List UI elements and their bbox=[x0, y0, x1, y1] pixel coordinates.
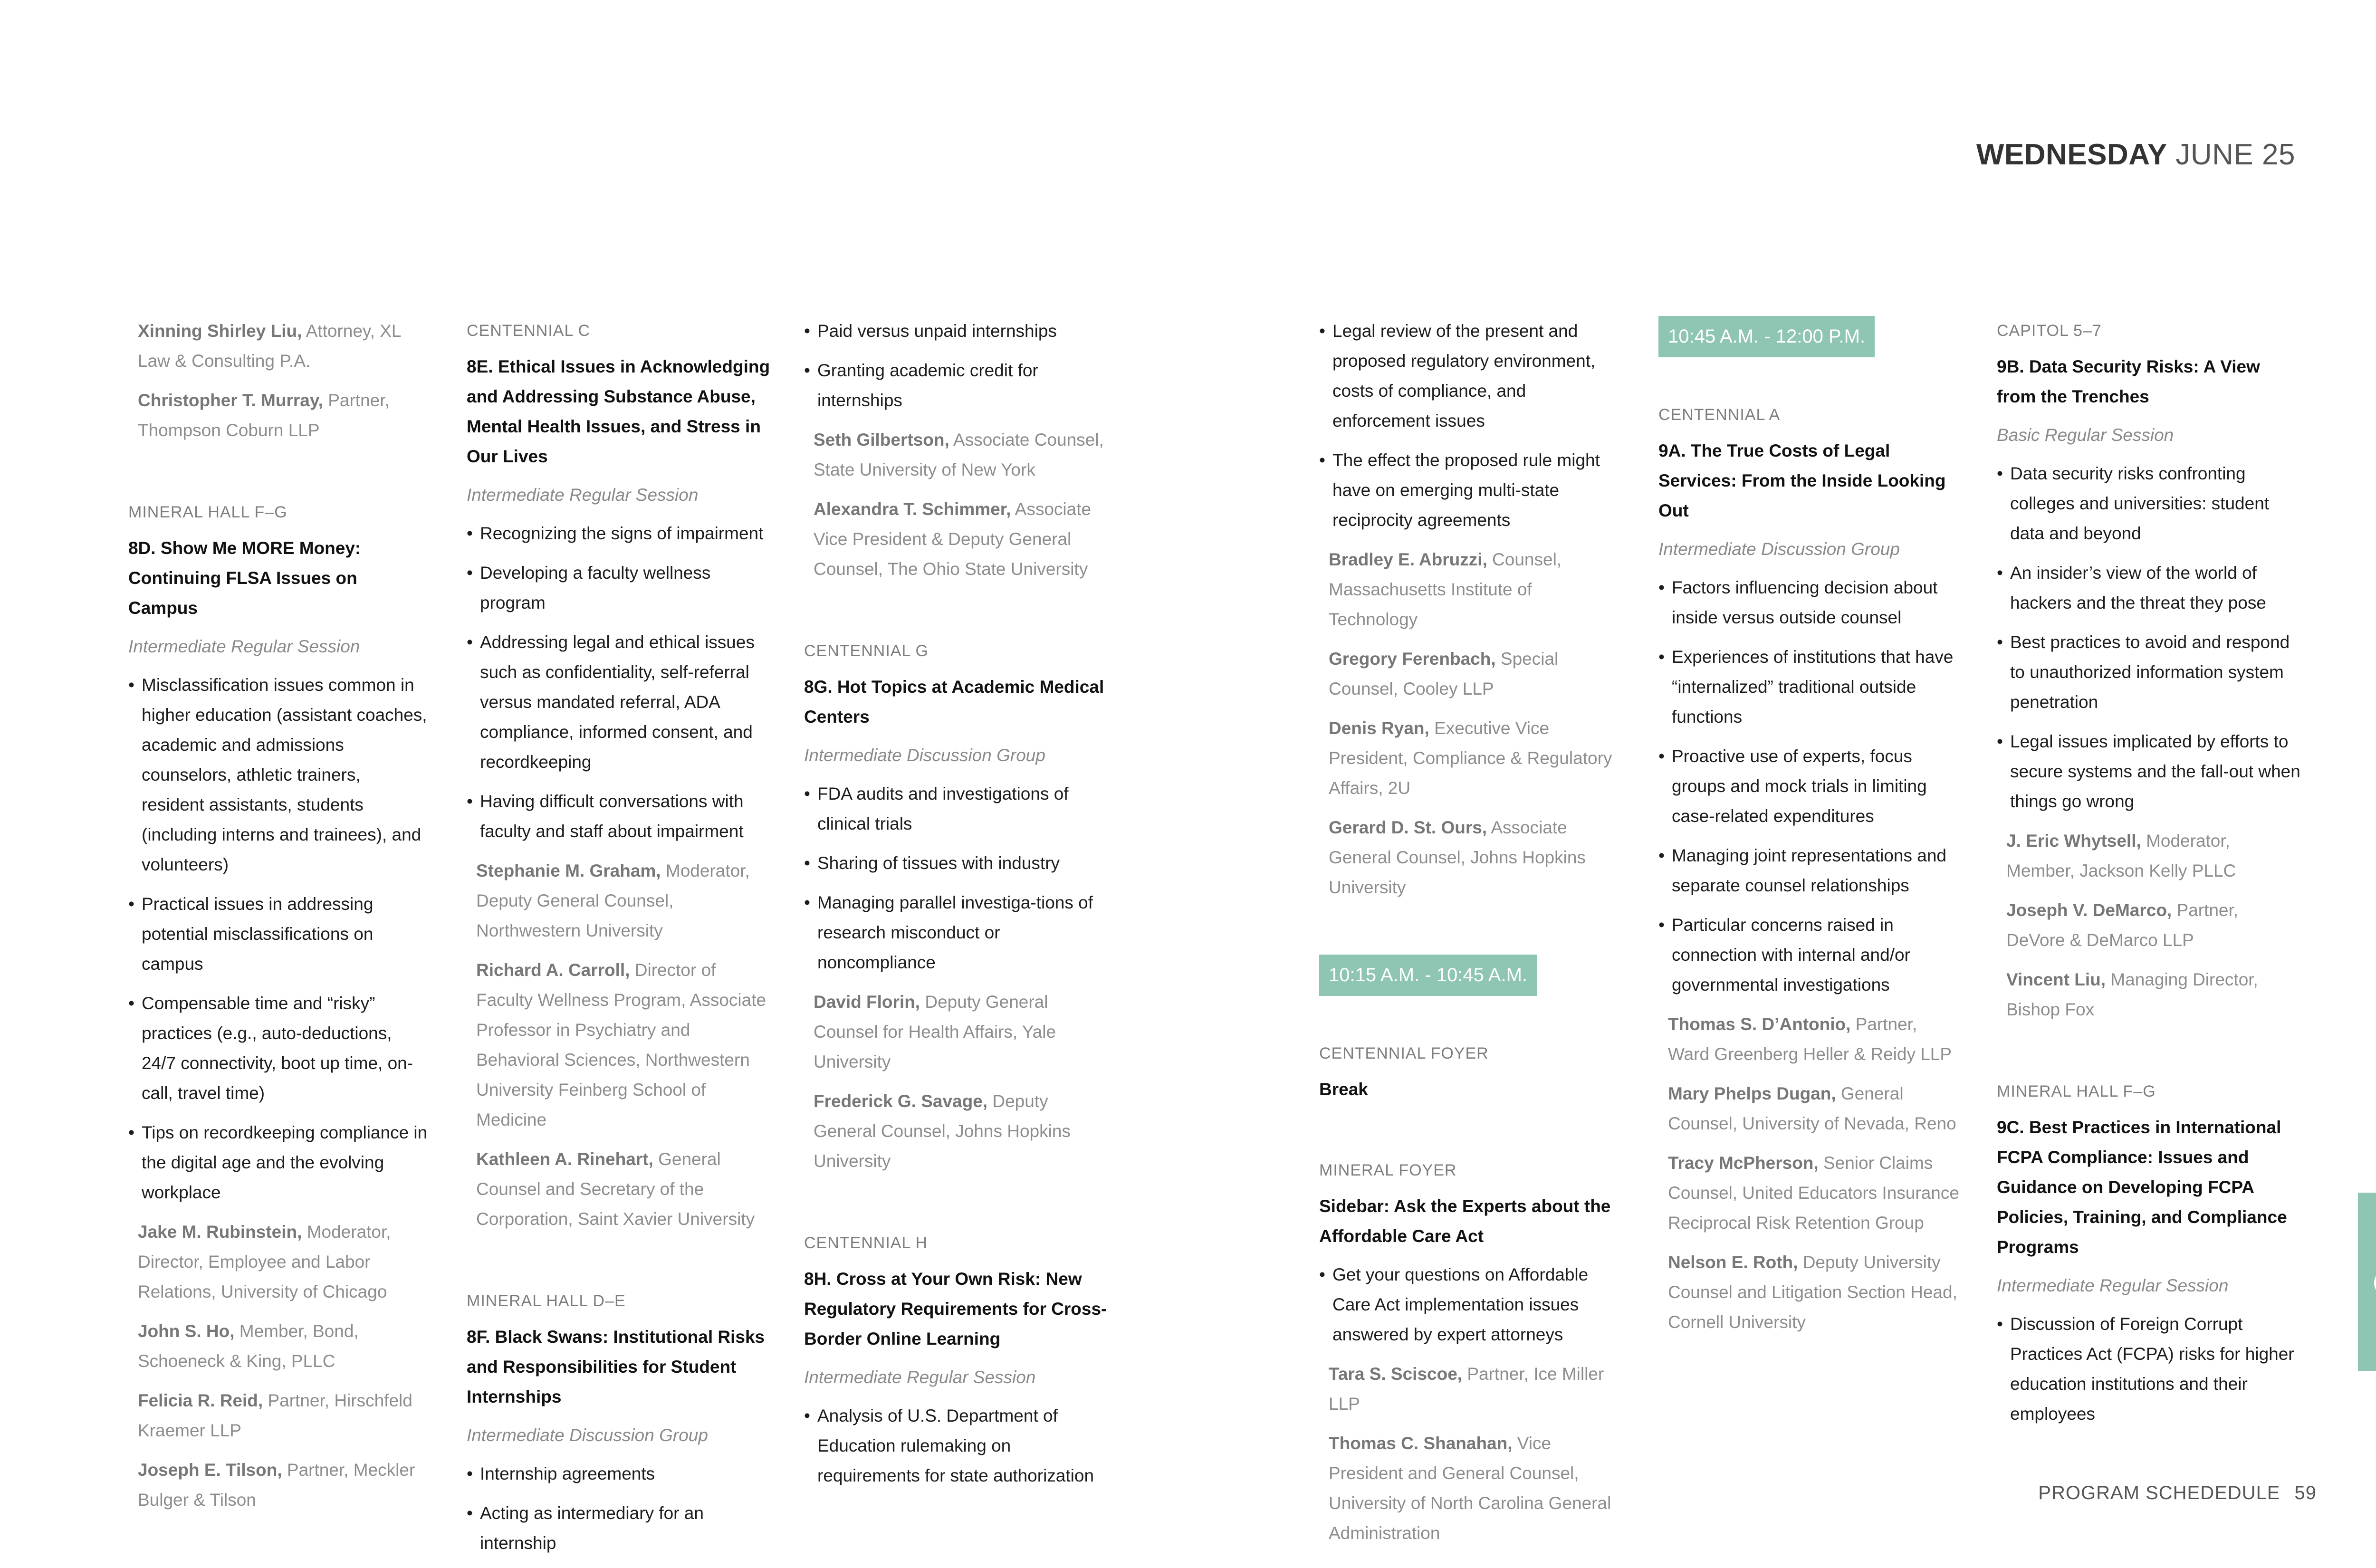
speaker bbox=[1319, 813, 1623, 902]
speaker-name: Thomas S. D’Antonio, bbox=[1668, 1014, 1851, 1034]
speaker-name: Christopher T. Murray, bbox=[138, 391, 323, 410]
speaker-role: Moderator, Deputy General Counsel, Northwestern University bbox=[476, 861, 750, 940]
speaker-name: Felicia R. Reid, bbox=[138, 1391, 263, 1410]
section-tab bbox=[2358, 1193, 2376, 1371]
topic-bullet: • Paid versus unpaid internships bbox=[804, 316, 1108, 346]
session-title: 9B. Data Security Risks: A View from the Trenches bbox=[1997, 357, 2260, 406]
speaker bbox=[804, 1086, 1108, 1176]
topic-bullet: • Particular concerns raised in connection with internal and/or governmental investigations bbox=[1658, 910, 1963, 1000]
topic-bullet: • Practical issues in addressing potential misclassifications on campus bbox=[128, 889, 428, 979]
session-title: 9A. The True Costs of Legal Services: From the Inside Looking Out bbox=[1658, 441, 1946, 520]
time-slot bbox=[1658, 316, 1963, 400]
session-title: 8G. Hot Topics at Academic Medical Centers bbox=[804, 677, 1104, 727]
speaker-name: Tara S. Sciscoe, bbox=[1329, 1364, 1463, 1384]
schedule-column-1 bbox=[128, 316, 428, 1524]
room-name: CENTENNIAL H bbox=[804, 1234, 928, 1252]
speaker-role: Member, Bond, Schoeneck & King, PLLC bbox=[138, 1321, 359, 1371]
session-type: Intermediate Regular Session bbox=[804, 1367, 1036, 1387]
speaker-role: Associate Vice President & Deputy General Counsel, The Ohio State University bbox=[814, 499, 1092, 579]
topic-bullet: • Best practices to avoid and respond to unauthorized information system penetration bbox=[1997, 627, 2301, 717]
speaker bbox=[804, 425, 1108, 485]
speaker bbox=[1319, 713, 1623, 803]
session-type: Intermediate Regular Session bbox=[1997, 1276, 2229, 1295]
session-title: 9C. Best Practices in International FCPA Compliance: Issues and Guidance on Developing FCPA Policies, Training, and Compliance Programs bbox=[1997, 1118, 2287, 1257]
speaker-name: Joseph V. DeMarco, bbox=[2006, 900, 2172, 920]
room-name: CENTENNIAL G bbox=[804, 642, 929, 660]
section-spacer bbox=[1319, 1113, 1623, 1156]
speaker bbox=[1997, 826, 2301, 886]
topic-bullet: • Granting academic credit for internships bbox=[804, 355, 1108, 415]
speaker-role: Associate Counsel, State University of New York bbox=[814, 430, 1104, 479]
session-title: Break bbox=[1319, 1080, 1368, 1099]
room-name: CENTENNIAL FOYER bbox=[1319, 1044, 1489, 1062]
topic-bullet: • Data security risks confronting colleges and universities: student data and beyond bbox=[1997, 459, 2301, 548]
schedule-column-3 bbox=[804, 316, 1108, 1500]
section-spacer bbox=[1319, 912, 1623, 955]
footer-label: PROGRAM SCHEDEDULE bbox=[2038, 1482, 2280, 1503]
speaker-name: Alexandra T. Schimmer, bbox=[814, 499, 1011, 519]
section-spacer bbox=[1997, 1034, 2301, 1077]
schedule-column-6 bbox=[1997, 316, 2301, 1438]
room-name: CENTENNIAL A bbox=[1658, 406, 1781, 424]
speaker bbox=[1658, 1247, 1963, 1337]
speaker-name: Joseph E. Tilson, bbox=[138, 1460, 282, 1480]
topic-bullet: • An insider’s view of the world of hackers and the threat they pose bbox=[1997, 558, 2301, 618]
speaker bbox=[1319, 1428, 1623, 1548]
speaker-name: Bradley E. Abruzzi, bbox=[1329, 550, 1487, 569]
speaker-role: Partner, Meckler Bulger & Tilson bbox=[138, 1460, 415, 1510]
speaker-role: General Counsel, University of Nevada, Reno bbox=[1668, 1084, 1956, 1133]
speaker-role: Moderator, Director, Employee and Labor Relations, University of Chicago bbox=[138, 1222, 391, 1301]
speaker bbox=[1997, 965, 2301, 1024]
speaker-name: J. Eric Whytsell, bbox=[2006, 831, 2141, 851]
speaker-role: Vice President and General Counsel, University of North Carolina General Administration bbox=[1329, 1434, 1611, 1543]
topic-bullet: • Misclassification issues common in higher education (assistant coaches, academic and admissions counselors, athletic trainers, resident assistants, students (including interns and trainees), and volunteers) bbox=[128, 670, 428, 880]
topic-bullet: • Legal issues implicated by efforts to secure systems and the fall-out when things go wrong bbox=[1997, 727, 2301, 816]
room-name: CAPITOL 5–7 bbox=[1997, 322, 2102, 340]
speaker bbox=[804, 987, 1108, 1077]
speaker-role: Partner, Ward Greenberg Heller & Reidy LLP bbox=[1668, 1014, 1952, 1064]
speaker bbox=[128, 1455, 428, 1515]
speaker bbox=[804, 494, 1108, 584]
room-name: MINERAL HALL F–G bbox=[1997, 1082, 2156, 1100]
speaker bbox=[1658, 1148, 1963, 1238]
topic-bullet: • Developing a faculty wellness program bbox=[467, 558, 771, 618]
speaker-name: Richard A. Carroll, bbox=[476, 960, 630, 980]
topic-bullet: • The effect the proposed rule might have on emerging multi-state reciprocity agreements bbox=[1319, 445, 1623, 535]
speaker-name: Stephanie M. Graham, bbox=[476, 861, 661, 880]
session-type: Intermediate Regular Session bbox=[467, 485, 699, 505]
speaker-name: Nelson E. Roth, bbox=[1668, 1252, 1798, 1272]
speaker-role: Managing Director, Bishop Fox bbox=[2006, 970, 2258, 1019]
schedule-column-4 bbox=[1319, 316, 1623, 1558]
topic-bullet: • Analysis of U.S. Department of Education rulemaking on requirements for state authorization bbox=[804, 1401, 1108, 1491]
speaker bbox=[128, 1316, 428, 1376]
topic-bullet: • Internship agreements bbox=[467, 1459, 771, 1489]
header-day: WEDNESDAY bbox=[1976, 138, 2167, 171]
page-number: 59 bbox=[2294, 1482, 2317, 1503]
speaker bbox=[1658, 1009, 1963, 1069]
speaker-role: General Counsel and Secretary of the Corporation, Saint Xavier University bbox=[476, 1149, 755, 1229]
speaker-role: Deputy University Counsel and Litigation Section Head, Cornell University bbox=[1668, 1252, 1957, 1332]
speaker-name: Seth Gilbertson, bbox=[814, 430, 949, 449]
room-name: MINERAL FOYER bbox=[1319, 1161, 1457, 1179]
speaker-name: Gerard D. St. Ours, bbox=[1329, 818, 1487, 837]
speaker-role: Executive Vice President, Compliance & Regulatory Affairs, 2U bbox=[1329, 718, 1612, 798]
section-spacer bbox=[804, 1186, 1108, 1228]
room-name: CENTENNIAL C bbox=[467, 322, 591, 340]
speaker bbox=[128, 385, 428, 445]
session-title: 8E. Ethical Issues in Acknowledging and Addressing Substance Abuse, Mental Health Issues, and Stress in Our Lives bbox=[467, 357, 770, 466]
session-type: Intermediate Discussion Group bbox=[1658, 539, 1900, 559]
speaker-role: Director of Faculty Wellness Program, Associate Professor in Psychiatry and Behavioral Sciences, Northwestern University Feinberg School of Medicine bbox=[476, 960, 766, 1129]
topic-bullet: • Proactive use of experts, focus groups and mock trials in limiting case-related expenditures bbox=[1658, 741, 1963, 831]
speaker-role: Partner, Hirschfeld Kraemer LLP bbox=[138, 1391, 412, 1440]
speaker-role: Associate General Counsel, Johns Hopkins University bbox=[1329, 818, 1586, 897]
speaker bbox=[1319, 1359, 1623, 1419]
topic-bullet: • Having difficult conversations with faculty and staff about impairment bbox=[467, 786, 771, 846]
time-slot bbox=[1319, 955, 1623, 1039]
topic-bullet: • Factors influencing decision about inside versus outside counsel bbox=[1658, 573, 1963, 632]
section-spacer bbox=[467, 1243, 771, 1286]
speaker-name: Kathleen A. Rinehart, bbox=[476, 1149, 653, 1169]
session-title: 8D. Show Me MORE Money: Continuing FLSA Issues on Campus bbox=[128, 538, 361, 618]
speaker-role: Partner, DeVore & DeMarco LLP bbox=[2006, 900, 2239, 950]
speaker-name: Xinning Shirley Liu, bbox=[138, 321, 302, 341]
speaker-role: Special Counsel, Cooley LLP bbox=[1329, 649, 1559, 698]
speaker bbox=[467, 1144, 771, 1234]
speaker-name: Frederick G. Savage, bbox=[814, 1091, 988, 1111]
speaker-role: Moderator, Member, Jackson Kelly PLLC bbox=[2006, 831, 2236, 880]
section-spacer bbox=[128, 455, 428, 497]
topic-bullet: • Recognizing the signs of impairment bbox=[467, 518, 771, 548]
speaker bbox=[1319, 545, 1623, 634]
time-badge: 10:45 A.M. - 12:00 P.M. bbox=[1658, 316, 1875, 357]
schedule-column-2 bbox=[467, 316, 771, 1568]
speaker-role: Counsel, Massachusetts Institute of Technology bbox=[1329, 550, 1562, 629]
speaker-name: Thomas C. Shanahan, bbox=[1329, 1434, 1513, 1453]
speaker-name: Tracy McPherson, bbox=[1668, 1153, 1819, 1173]
page-footer bbox=[2038, 1482, 2317, 1504]
topic-bullet: • Get your questions on Affordable Care Act implementation issues answered by expert attorneys bbox=[1319, 1260, 1623, 1349]
topic-bullet: • Sharing of tissues with industry bbox=[804, 848, 1108, 878]
speaker bbox=[467, 955, 771, 1135]
section-tab-letter bbox=[2374, 1269, 2376, 1297]
topic-bullet: • Experiences of institutions that have “internalized” traditional outside functions bbox=[1658, 642, 1963, 732]
speaker-name: Gregory Ferenbach, bbox=[1329, 649, 1496, 669]
session-title: Sidebar: Ask the Experts about the Affordable Care Act bbox=[1319, 1196, 1611, 1246]
session-type: Intermediate Discussion Group bbox=[804, 746, 1045, 765]
session-type: Intermediate Discussion Group bbox=[467, 1425, 708, 1445]
speaker bbox=[128, 316, 428, 376]
speaker bbox=[128, 1217, 428, 1307]
section-spacer bbox=[804, 593, 1108, 636]
speaker-role: Attorney, XL Law & Consulting P.A. bbox=[138, 321, 401, 371]
schedule-column-5 bbox=[1658, 316, 1963, 1347]
room-name: MINERAL HALL D–E bbox=[467, 1292, 626, 1310]
time-badge: 10:15 A.M. - 10:45 A.M. bbox=[1319, 955, 1537, 996]
session-title: 8H. Cross at Your Own Risk: New Regulatory Requirements for Cross-Border Online Learning bbox=[804, 1269, 1107, 1348]
speaker bbox=[1658, 1079, 1963, 1138]
speaker-role: Partner, Thompson Coburn LLP bbox=[138, 391, 390, 440]
header-date: JUNE 25 bbox=[2175, 138, 2295, 171]
speaker-name: Mary Phelps Dugan, bbox=[1668, 1084, 1836, 1103]
speaker-name: Denis Ryan, bbox=[1329, 718, 1429, 738]
speaker bbox=[1997, 895, 2301, 955]
topic-bullet: • Addressing legal and ethical issues such as confidentiality, self-referral versus mandated referral, ADA compliance, informed consent, and recordkeeping bbox=[467, 627, 771, 777]
session-type: Basic Regular Session bbox=[1997, 425, 2174, 445]
topic-bullet: • FDA audits and investigations of clinical trials bbox=[804, 779, 1108, 839]
topic-bullet: • Tips on recordkeeping compliance in the digital age and the evolving workplace bbox=[128, 1118, 428, 1207]
speaker bbox=[467, 856, 771, 946]
session-title: 8F. Black Swans: Institutional Risks and Responsibilities for Student Internships bbox=[467, 1327, 765, 1406]
topic-bullet: • Compensable time and “risky” practices (e.g., auto-deductions, 24/7 connectivity, boot up time, on-call, travel time) bbox=[128, 988, 428, 1108]
topic-bullet: • Managing parallel investiga-tions of research misconduct or noncompliance bbox=[804, 888, 1108, 977]
topic-bullet: • Managing joint representations and separate counsel relationships bbox=[1658, 841, 1963, 900]
speaker-role: Deputy General Counsel for Health Affairs, Yale University bbox=[814, 992, 1056, 1071]
speaker-role: Partner, Ice Miller LLP bbox=[1329, 1364, 1604, 1414]
speaker-name: Vincent Liu, bbox=[2006, 970, 2106, 989]
speaker-role: Deputy General Counsel, Johns Hopkins University bbox=[814, 1091, 1071, 1171]
topic-bullet: • Legal review of the present and proposed regulatory environment, costs of compliance, and enforcement issues bbox=[1319, 316, 1623, 436]
speaker bbox=[128, 1386, 428, 1445]
session-type: Intermediate Regular Session bbox=[128, 637, 360, 656]
speaker bbox=[1319, 644, 1623, 704]
topic-bullet: • Discussion of Foreign Corrupt Practices Act (FCPA) risks for higher education institutions and their employees bbox=[1997, 1309, 2301, 1429]
speaker-role: Senior Claims Counsel, United Educators Insurance Reciprocal Risk Retention Group bbox=[1668, 1153, 1959, 1233]
page-header bbox=[1976, 138, 2295, 172]
room-name: MINERAL HALL F–G bbox=[128, 503, 287, 521]
topic-bullet: • Acting as intermediary for an internship bbox=[467, 1498, 771, 1558]
speaker-name: David Florin, bbox=[814, 992, 920, 1012]
speaker-name: Jake M. Rubinstein, bbox=[138, 1222, 302, 1242]
speaker-name: John S. Ho, bbox=[138, 1321, 235, 1341]
